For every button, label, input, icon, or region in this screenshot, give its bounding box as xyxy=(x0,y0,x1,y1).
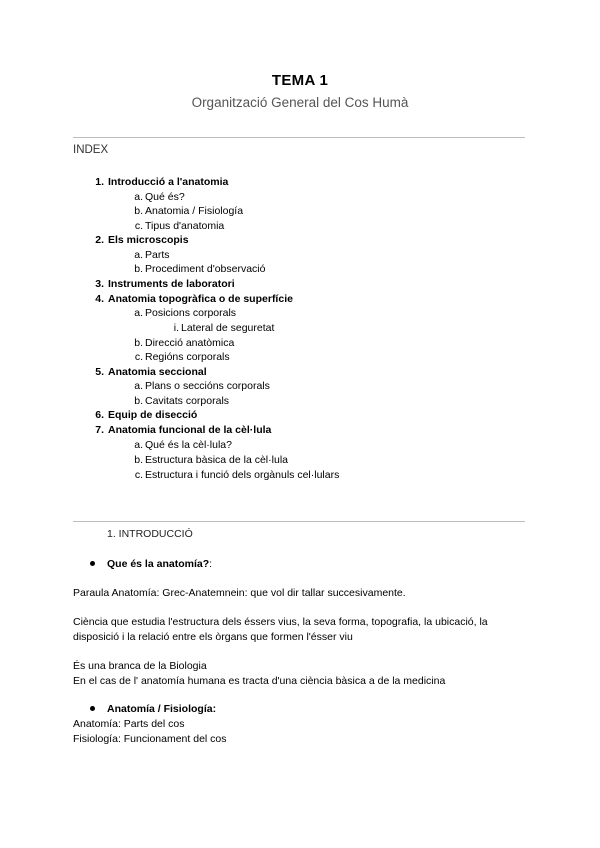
toc-label: Tipus d'anatomia xyxy=(145,220,225,232)
bullet-label: Anatomía / Fisiología: xyxy=(107,703,217,715)
toc-number: c. xyxy=(134,469,143,481)
toc-number: a. xyxy=(134,249,143,261)
toc-label: Plans o seccións corporals xyxy=(145,380,270,392)
toc-number: b. xyxy=(134,205,143,217)
toc-item xyxy=(134,469,340,482)
toc-item xyxy=(134,191,185,204)
divider xyxy=(73,521,525,522)
paragraph-line: És una branca de la Biologia xyxy=(73,660,207,672)
toc-number: c. xyxy=(134,220,143,232)
toc-label: Anatomia seccional xyxy=(108,366,207,378)
paragraph-line: En el cas de l' anatomía humana es tracta d'una ciència bàsica a de la medicina xyxy=(73,675,446,687)
toc-number: b. xyxy=(134,454,143,466)
toc-label: Estructura i funció dels orgànuls cel·lulars xyxy=(145,469,340,481)
toc-number: a. xyxy=(134,380,143,392)
paragraph: Paraula Anatomía: Grec-Anatemnein: que vol dir tallar succesivamente. xyxy=(73,587,406,599)
index-heading: INDEX xyxy=(73,144,109,156)
toc-label: Qué és? xyxy=(145,191,185,203)
definition-line: Anatomía: Parts del cos xyxy=(73,718,185,730)
toc-item xyxy=(134,395,230,408)
toc-item xyxy=(95,176,229,189)
toc-item xyxy=(134,337,235,350)
toc-number: b. xyxy=(134,395,143,407)
toc-label: Direcció anatòmica xyxy=(145,337,235,349)
bullet-item xyxy=(90,558,212,570)
toc-label: Equip de disecció xyxy=(108,409,198,421)
toc-label: Regións corporals xyxy=(145,351,230,363)
toc-number: 3. xyxy=(95,278,104,290)
toc-item xyxy=(134,454,288,467)
toc-number: 2. xyxy=(95,234,104,246)
toc-number: a. xyxy=(134,191,143,203)
section-heading: 1. INTRODUCCIÓ xyxy=(107,528,193,540)
toc-label: Els microscopis xyxy=(108,234,189,246)
bullet-suffix: : xyxy=(209,558,213,570)
toc-label: Anatomia funcional de la cèl·lula xyxy=(108,424,272,436)
toc-number: c. xyxy=(134,351,143,363)
toc-number: 5. xyxy=(95,366,104,378)
toc-item xyxy=(173,322,275,335)
toc-item xyxy=(134,351,230,364)
bullet-label: Que és la anatomía? xyxy=(107,558,210,570)
toc-label: Cavitats corporals xyxy=(145,395,230,407)
toc-label: Estructura bàsica de la cèl·lula xyxy=(145,454,288,466)
divider xyxy=(73,137,525,138)
paragraph-line: Ciència que estudia l'estructura dels éssers vius, la seva forma, topografia, la ubicació, la xyxy=(73,616,488,628)
toc-label: Instruments de laboratori xyxy=(108,278,235,290)
toc-item xyxy=(95,366,207,379)
toc-label: Anatomia topogràfica o de superfície xyxy=(108,293,293,305)
toc-item xyxy=(95,278,235,291)
bullet-dot-icon xyxy=(90,561,95,566)
toc-number: 4. xyxy=(95,293,104,305)
toc-label: Lateral de seguretat xyxy=(181,322,275,334)
definition-line: Fisiología: Funcionament del cos xyxy=(73,733,227,745)
toc-label: Posicions corporals xyxy=(145,307,237,319)
toc-number: a. xyxy=(134,307,143,319)
toc-number: b. xyxy=(134,337,143,349)
toc-label: Parts xyxy=(145,249,170,261)
toc-item xyxy=(95,409,198,422)
bullet-dot-icon xyxy=(90,706,95,711)
toc-item xyxy=(134,380,270,393)
paragraph-line: disposició i la relació entre els òrgans que formen l'ésser viu xyxy=(73,631,353,643)
toc-number: i. xyxy=(173,322,179,334)
toc-number: 6. xyxy=(95,409,104,421)
toc-label: Qué és la cèl·lula? xyxy=(145,439,232,451)
toc-item xyxy=(134,220,225,233)
toc-label: Anatomia / Fisiología xyxy=(145,205,244,217)
toc-item xyxy=(134,439,232,452)
toc-number: a. xyxy=(134,439,143,451)
toc-item xyxy=(95,424,272,437)
document-subtitle: Organització General del Cos Humà xyxy=(191,95,409,110)
toc-item xyxy=(134,249,170,262)
toc-item xyxy=(95,234,189,247)
toc-number: b. xyxy=(134,263,143,275)
bullet-item xyxy=(90,703,216,715)
toc-item xyxy=(134,307,237,320)
toc-item xyxy=(95,293,293,306)
toc-label: Procediment d'observació xyxy=(145,263,266,275)
toc-item xyxy=(134,263,266,276)
toc-item xyxy=(134,205,244,218)
toc-number: 7. xyxy=(95,424,104,436)
toc-number: 1. xyxy=(95,176,104,188)
document-title: TEMA 1 xyxy=(271,72,329,89)
toc-label: Introducció a l'anatomia xyxy=(108,176,229,188)
